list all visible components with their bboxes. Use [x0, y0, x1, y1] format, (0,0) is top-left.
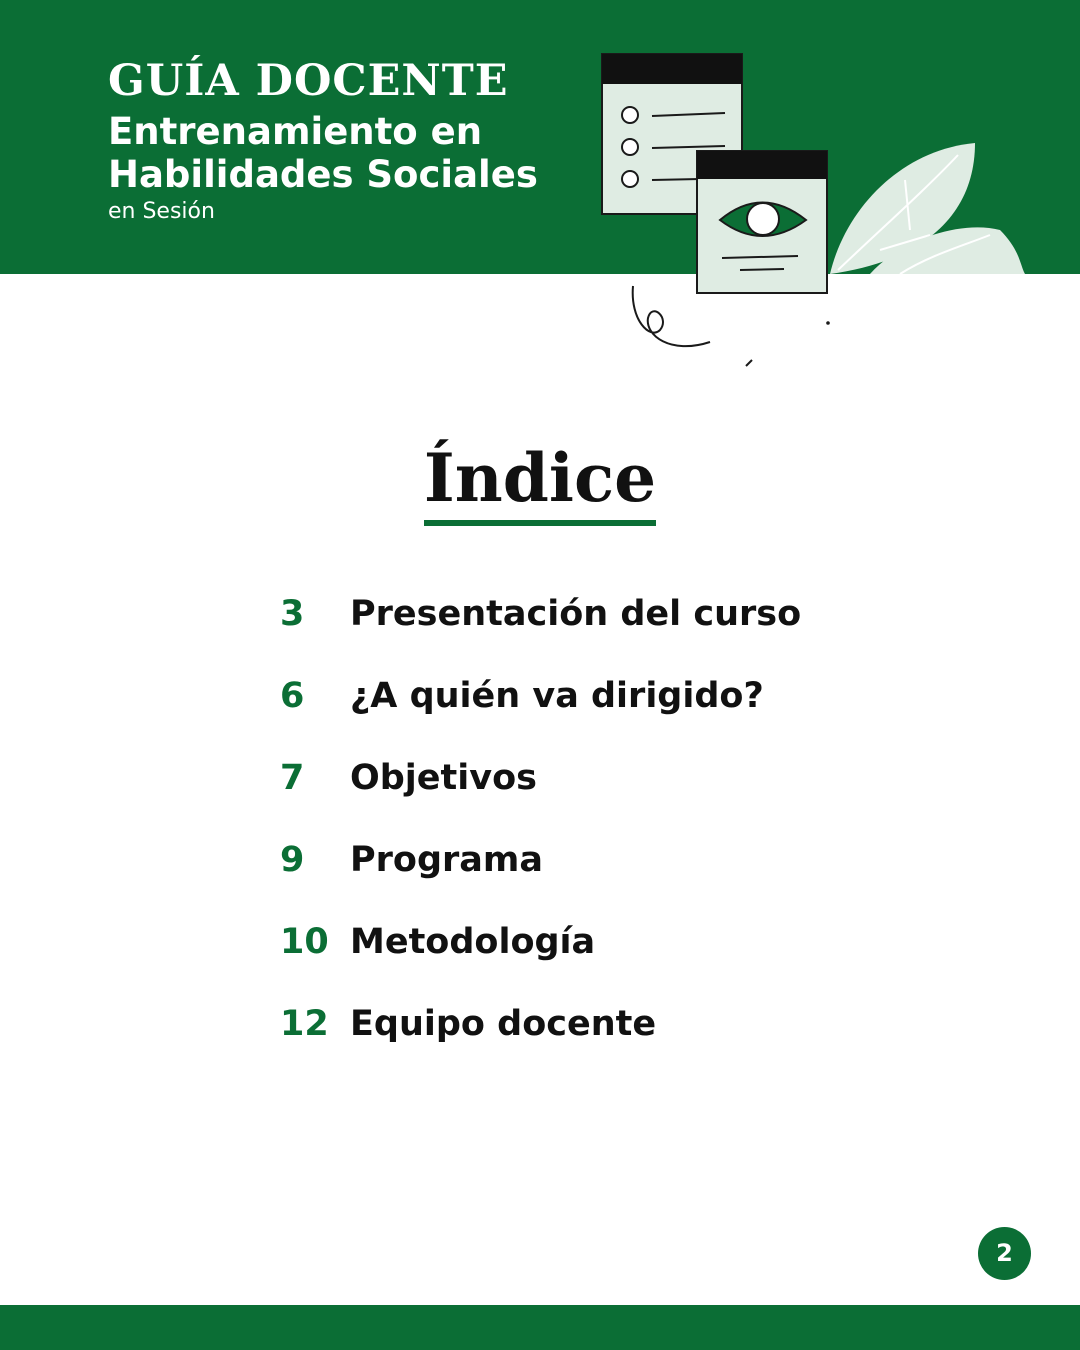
toc-page-number: 7 — [280, 758, 305, 798]
toc-label: Metodología — [350, 922, 596, 962]
toc-page-number: 10 — [280, 922, 329, 962]
course-name-line-1: Entrenamiento en — [108, 110, 483, 153]
toc-item[interactable] — [280, 840, 900, 922]
toc-item[interactable] — [280, 758, 900, 840]
header-text — [108, 58, 538, 226]
course-name-line-2: Habilidades Sociales — [108, 153, 538, 196]
page-number-badge: 2 — [978, 1227, 1031, 1280]
toc-label: Equipo docente — [350, 1004, 657, 1044]
toc-label: ¿A quién va dirigido? — [350, 676, 764, 716]
toc-page-number: 9 — [280, 840, 305, 880]
footer-band — [0, 1305, 1080, 1350]
toc-label: Objetivos — [350, 758, 537, 798]
toc-label: Programa — [350, 840, 543, 880]
table-of-contents — [280, 594, 900, 1086]
header-illustration — [580, 40, 1050, 380]
toc-item[interactable] — [280, 922, 900, 1004]
index-title: Índice — [424, 440, 656, 526]
toc-page-number: 3 — [280, 594, 305, 634]
leaf-icon — [830, 143, 1025, 274]
index-title-wrap — [0, 440, 1080, 526]
toc-page-number: 6 — [280, 676, 305, 716]
toc-item[interactable] — [280, 676, 900, 758]
toc-item[interactable] — [280, 594, 900, 676]
course-subtitle: en Sesión — [108, 199, 215, 224]
eye-icon — [697, 151, 827, 293]
toc-item[interactable] — [280, 1004, 900, 1086]
toc-page-number: 12 — [280, 1004, 329, 1044]
guide-title: GUÍA DOCENTE — [108, 56, 509, 106]
toc-label: Presentación del curso — [350, 594, 802, 634]
